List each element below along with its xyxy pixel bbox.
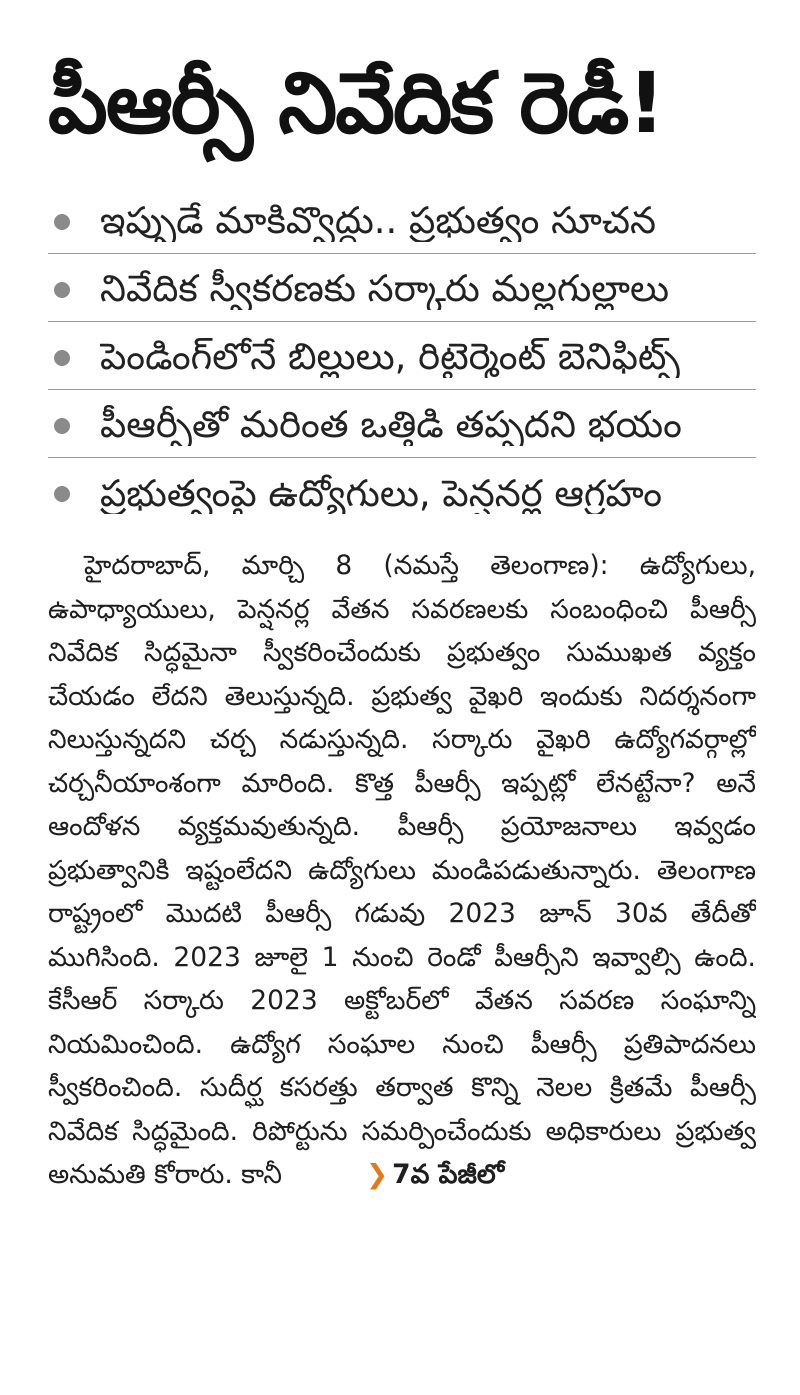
subpoint [48, 258, 756, 322]
bullet-icon [54, 418, 70, 434]
subpoint-text: నివేదిక స్వీకరణకు సర్కారు మల్లగుల్లాలు [100, 269, 670, 310]
article-body-text: హైదరాబాద్, మార్చి 8 (నమస్తే తెలంగాణ): ఉద్యోగులు, ఉపాధ్యాయులు, పెన్షనర్ల వేతన సవరణలకు సంబంధించి పీఆర్సీ నివేదిక సిద్ధమైనా స్వీకరించేందుకు ప్రభుత్వం సుముఖత వ్యక్తం చేయడం లేదని తెలుస్తున్నది. ప్రభుత్వ వైఖరి ఇందుకు నిదర్శనంగా నిలుస్తున్నదని చర్చ నడుస్తున్నది. సర్కారు వైఖరి ఉద్యోగవర్గాల్లో చర్చనీయాంశంగా మారింది. కొత్త పీఆర్సీ ఇప్పట్లో లేనట్టేనా? అనే ఆందోళన వ్యక్తమవుతున్నది. పీఆర్సీ ప్రయోజనాలు ఇవ్వడం ప్రభుత్వానికి ఇష్టంలేదని ఉద్యోగులు మండిపడుతున్నారు. తెలంగాణ రాష్ట్రంలో మొదటి పీఆర్సీ గడువు 2023 జూన్ 30వ తేదీతో ముగిసింది. 2023 జూలై 1 నుంచి రెండో పీఆర్సీని ఇవ్వాల్సి ఉంది. కేసీఆర్ సర్కారు 2023 అక్టోబర్‌లో వేతన సవరణ సంఘాన్ని నియమించింది. ఉద్యోగ సంఘాల నుంచి పీఆర్సీ ప్రతిపాదనలు స్వీకరించింది. సుదీర్ఘ కసరత్తు తర్వాత కొన్ని నెలల క్రితమే పీఆర్సీ నివేదిక సిద్ధమైంది. రిపోర్టును సమర్పించేందుకు అధికారులు ప్రభుత్వ అనుమతి కోరారు. కానీ [48, 550, 756, 1190]
bullet-icon [54, 350, 70, 366]
headline: పీఆర్సీ నివేదిక రెడీ! [48, 54, 664, 152]
subpoint [48, 326, 756, 390]
subpoint [48, 190, 756, 254]
subpoint-text: పెండింగ్‌లోనే బిల్లులు, రిటైర్మెంట్ బెనిఫిట్స్ [100, 337, 680, 378]
continued-on-page [330, 1153, 504, 1197]
subpoint-text: ఇప్పుడే మాకివ్వొద్దు.. ప్రభుత్వం సూచన [100, 201, 656, 242]
subpoint [48, 462, 756, 526]
bullet-icon [54, 486, 70, 502]
subpoint [48, 394, 756, 458]
subpoint-text: పీఆర్సీతో మరింత ఒత్తిడి తప్పదని భయం [100, 405, 682, 446]
bullet-icon [54, 282, 70, 298]
subpoint-text: ప్రభుత్వంపై ఉద్యోగులు, పెన్షనర్ల ఆగ్రహం [100, 473, 663, 515]
bullet-icon [54, 214, 70, 230]
subpoints-list [48, 190, 756, 526]
chevron-right-icon: ❯ [365, 1159, 389, 1190]
article-body [48, 544, 756, 1197]
continued-label: 7వ పేజీలో [392, 1159, 505, 1190]
